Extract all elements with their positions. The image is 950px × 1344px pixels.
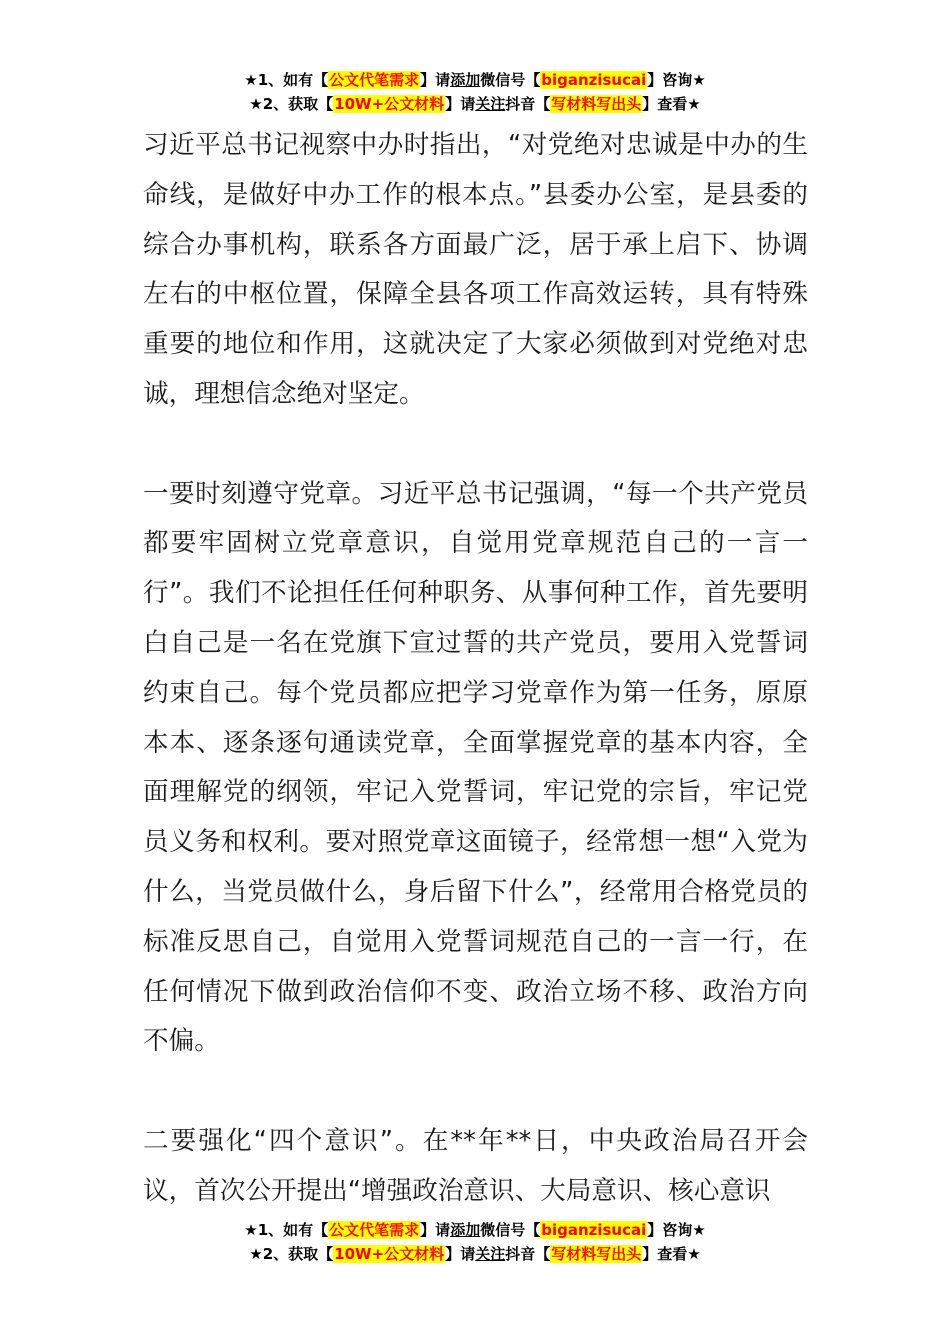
banner-line-1: ★1、如有【公文代笔需求】请添加微信号【biganzisucai】咨询★: [244, 1221, 706, 1239]
footer-banner: [0, 1218, 950, 1266]
highlight-service: 公文代笔需求: [329, 71, 420, 89]
paragraph-intro: 习近平总书记视察中办时指出，“对党绝对忠诚是中办的生命线，是做好中办工作的根本点。”县委办公室，是县委的综合办事机构，联系各方面最广泛，居于承上启下、协调左右的中枢位置，保障全县各项工作高效运转，具有特殊重要的地位和作用，这就决定了大家必须做到对党绝对忠诚，理想信念绝对坚定。: [143, 130, 808, 409]
banner-line-1: ★1、如有【公文代笔需求】请添加微信号【biganzisucai】咨询★: [244, 71, 706, 89]
banner-line-2: ★2、获取【10W+公文材料】请关注抖音【写材料写出头】查看★: [249, 1245, 701, 1263]
highlight-materials: 10W+公文材料: [334, 1245, 445, 1263]
highlight-materials: 10W+公文材料: [334, 95, 445, 113]
highlight-douyin-account: 写材料写出头: [551, 1245, 642, 1263]
banner-line-2: ★2、获取【10W+公文材料】请关注抖音【写材料写出头】查看★: [249, 95, 701, 113]
highlight-douyin-account: 写材料写出头: [551, 95, 642, 113]
highlight-wechat-id: biganzisucai: [541, 1221, 647, 1239]
highlight-service: 公文代笔需求: [329, 1221, 420, 1239]
highlight-wechat-id: biganzisucai: [541, 71, 647, 89]
document-body: [143, 121, 808, 1266]
paragraph-four-consciousness: 二要强化“四个意识”。在**年**日，中央政治局召开会议，首次公开提出“增强政治意识、大局意识、核心意识: [143, 1125, 808, 1206]
paragraph-party-constitution: 一要时刻遵守党章。习近平总书记强调，“每一个共产党员都要牢固树立党章意识，自觉用党章规范自己的一言一行”。我们不论担任任何种职务、从事何种工作，首先要明白自己是一名在党旗下宣过誓的共产党员，要用入党誓词约束自己。每个党员都应把学习党章作为第一任务，原原本本、逐条逐句通读党章，全面掌握党章的基本内容，全面理解党的纲领，牢记入党誓词，牢记党的宗旨，牢记党员义务和权利。要对照党章这面镜子，经常想一想“入党为什么，当党员做什么，身后留下什么”，经常用合格党员的标准反思自己，自觉用入党誓词规范自己的一言一行，在任何情况下做到政治信仰不变、政治立场不移、政治方向不偏。: [143, 478, 808, 1057]
header-banner: [0, 68, 950, 116]
